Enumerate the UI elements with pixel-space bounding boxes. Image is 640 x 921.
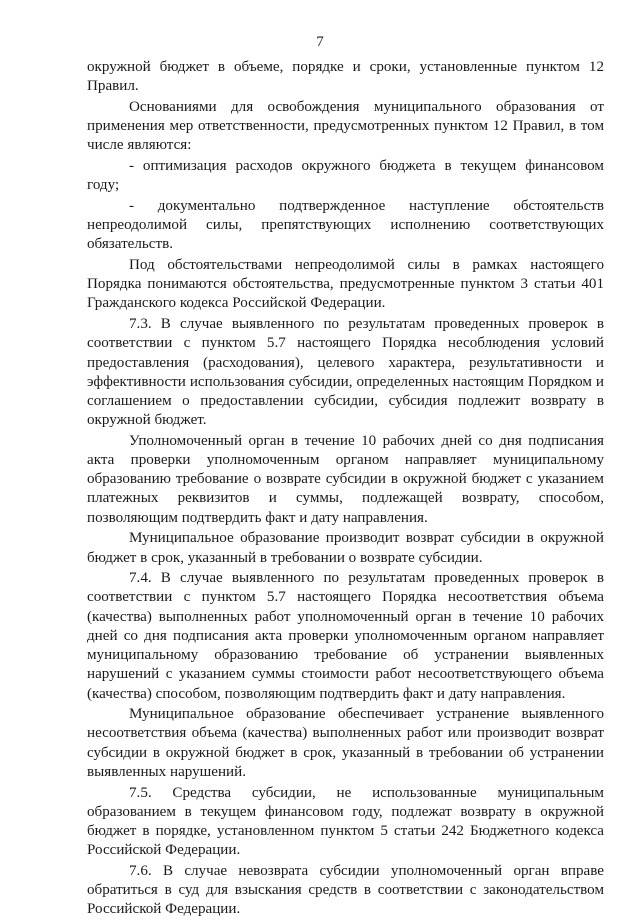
paragraph-exemption-grounds: Основаниями для освобождения муниципального образования от применения мер ответственности, предусмотренных пунктом 12 Правил, в том числе являются: <box>87 98 604 154</box>
list-item-force-majeure: - документально подтвержденное наступление обстоятельств непреодолимой силы, препятствующих исполнению соответствующих обязательств. <box>87 197 604 253</box>
paragraph-7-4-remedy: Муниципальное образование обеспечивает устранение выявленного несоответствия объема (качества) выполненных работ или производит возврат субсидии в окружной бюджет в срок, указанный в требовании об устранении выявленных нарушений. <box>87 706 604 780</box>
paragraph-7-3-notice: Уполномоченный орган в течение 10 рабочих дней со дня подписания акта проверки уполномоченным органом направляет муниципальному образованию требование о возврате субсидии в окружной бюджет с указанием платежных реквизитов и суммы, подлежащей возврату, способом, позволяющим подтвердить факт и дату направления. <box>87 432 604 526</box>
list-item-budget-optimization: - оптимизация расходов окружного бюджета в текущем финансовом году; <box>87 158 604 194</box>
paragraph-continuation: окружной бюджет в объеме, порядке и сроки, установленные пунктом 12 Правил. <box>87 59 604 95</box>
paragraph-force-majeure-definition: Под обстоятельствами непреодолимой силы в рамках настоящего Порядка понимаются обстоятельства, предусмотренные пунктом 3 статьи 401 Гражданского кодекса Российской Федерации. <box>87 257 604 312</box>
page-number: 7 <box>316 34 324 50</box>
paragraph-7-5: 7.5. Средства субсидии, не использованные муниципальным образованием в текущем финансовом году, подлежат возврату в окружной бюджет в порядке, установленном пунктом 5 статьи 242 Бюджетного кодекса Российской Федерации. <box>87 784 604 859</box>
paragraph-7-3-return: Муниципальное образование производит возврат субсидии в окружной бюджет в срок, указанный в требовании о возврате субсидии. <box>87 530 604 566</box>
document-body <box>87 58 604 921</box>
paragraph-7-3: 7.3. В случае выявленного по результатам проведенных проверок в соответствии с пунктом 5.7 настоящего Порядка несоблюдения условий предоставления (расходования), целевого характера, результативности и эффективности использования субсидии, определенных настоящим Порядком и соглашением о предоставлении субсидии, субсидия подлежит возврату в окружной бюджет. <box>87 316 604 429</box>
paragraph-7-6: 7.6. В случае невозврата субсидии уполномоченный орган вправе обратиться в суд для взыскания средств в соответствии с законодательством Российской Федерации. <box>87 862 604 918</box>
paragraph-7-4: 7.4. В случае выявленного по результатам проведенных проверок в соответствии с пунктом 5.7 настоящего Порядка несоответствия объема (качества) выполненных работ уполномоченный орган в течение 10 рабочих дней со дня подписания акта проверки уполномоченным органом направляет муниципальному образованию требование об устранении выявленных нарушений с указанием суммы стоимости работ несоответствующего объема (качества) способом, позволяющим подтвердить факт и дату направления. <box>87 570 604 702</box>
